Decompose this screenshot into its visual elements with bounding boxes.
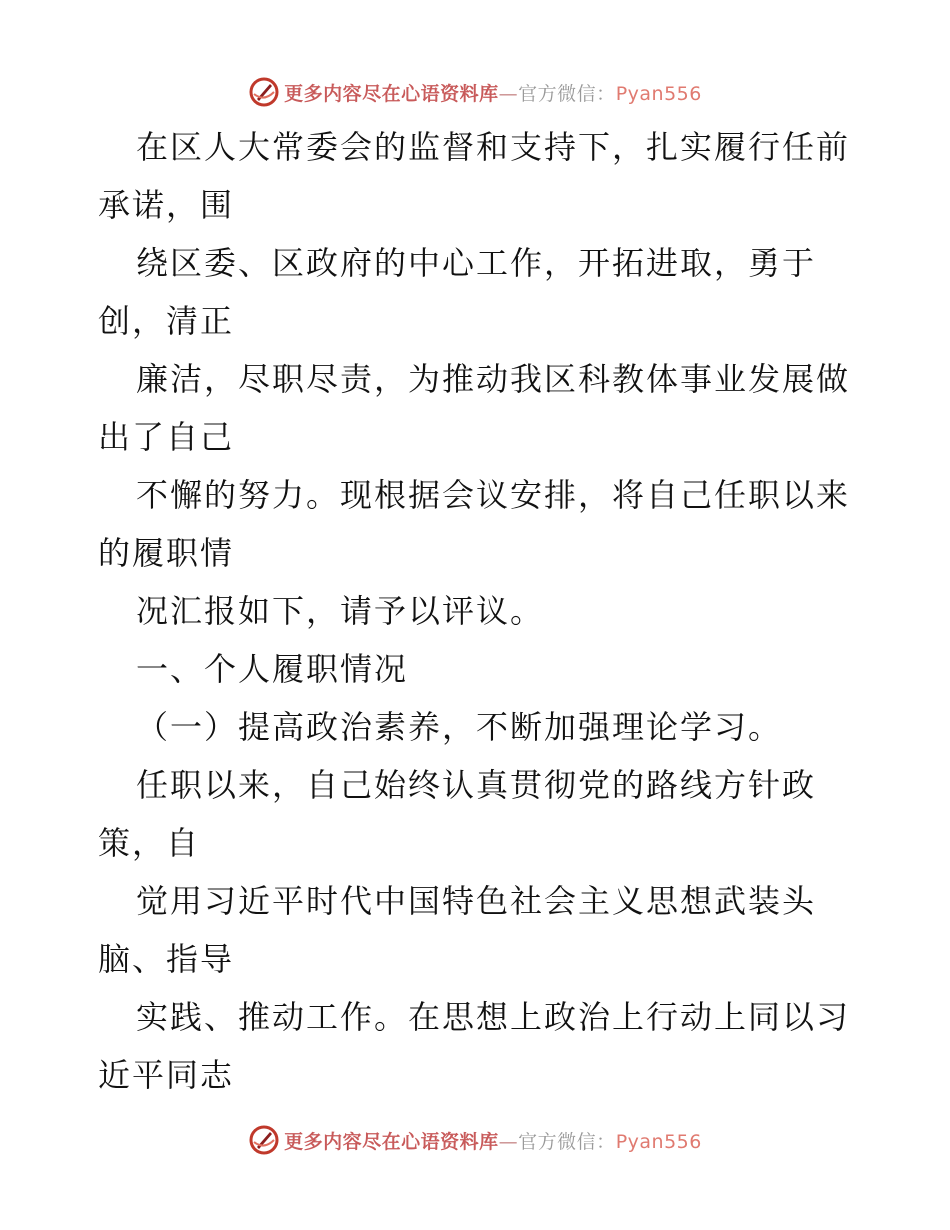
section-heading: 一、个人履职情况 [136,650,409,688]
quill-logo-icon [248,1124,280,1156]
banner-dash: — [498,1130,519,1153]
banner-wechat-label: 官方微信： [518,82,616,105]
body-line: 况汇报如下，请予以评议。 [136,592,545,630]
body-line: 承诺，围 [98,186,235,224]
banner-dash: — [498,82,519,105]
body-line: 近平同志 [98,1056,235,1094]
quill-logo-icon [248,76,280,108]
body-line: 创，清正 [98,302,235,340]
banner-wechat-id: Pyan556 [615,1130,702,1153]
banner-brand: 更多内容尽在心语资料库 [284,1130,499,1153]
banner-brand: 更多内容尽在心语资料库 [284,82,499,105]
subsection-heading: （一）提高政治素养，不断加强理论学习。 [136,708,783,746]
banner-wechat-id: Pyan556 [615,82,702,105]
footer-watermark-banner [0,1120,950,1160]
body-line: 策，自 [98,824,201,862]
body-line: 出了自己 [98,418,235,456]
body-line: 任职以来，自己始终认真贯彻党的路线方针政 [136,766,817,804]
body-line: 脑、指导 [98,940,235,978]
body-line: 在区人大常委会的监督和支持下，扎实履行任前 [136,128,851,166]
body-line: 觉用习近平时代中国特色社会主义思想武装头 [136,882,817,920]
banner-text [284,1127,702,1154]
body-line: 的履职情 [98,534,235,572]
banner-text [284,79,702,106]
body-line: 廉洁，尽职尽责，为推动我区科教体事业发展做 [136,360,851,398]
banner-wechat-label: 官方微信： [518,1130,616,1153]
header-watermark-banner [0,72,950,112]
body-line: 不懈的努力。现根据会议安排，将自己任职以来 [136,476,851,514]
body-line: 实践、推动工作。在思想上政治上行动上同以习 [136,998,851,1036]
body-line: 绕区委、区政府的中心工作，开拓进取，勇于 [136,244,817,282]
document-body [98,118,858,1104]
